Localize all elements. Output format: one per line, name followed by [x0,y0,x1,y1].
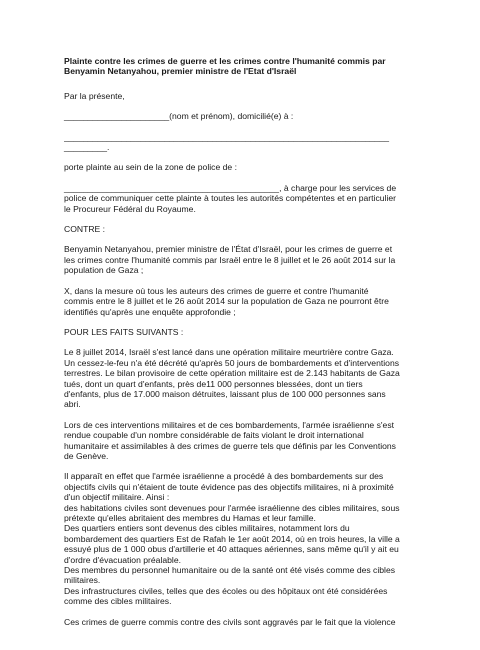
paragraph-line: _____________________________________________, à charge pour les services de [64,182,397,193]
paragraph-line: identifiés qu'après une enquête approfondie ; [64,306,236,317]
paragraph-line: Des membres du personnel humanitaire ou de la santé ont été visés comme des cibles [64,565,396,576]
name-field-line: ______________________(nom et prénom), domicilié(e) à : [64,111,294,122]
contre-heading: CONTRE : [64,224,106,235]
paragraph-line: des habitations civiles sont devenues pour l'armée israélienne des cibles militaires, sous [64,502,400,513]
paragraph-line: les crimes contre l'humanité commis par Israël entre le 8 juillet et le 26 août 2014 sur la [64,254,396,265]
paragraph-line: abri. [64,399,81,410]
faits-heading: POUR LES FAITS SUIVANTS : [64,326,184,337]
title-line: Plainte contre les crimes de guerre et les crimes contre l'humanité commis par [64,56,386,66]
faits-paragraph-4 [64,617,420,627]
contre-paragraph [64,244,420,275]
faits-paragraph-2 [64,420,420,462]
paragraph-line: de Genève. [64,450,109,461]
paragraph-line: bombardement des quartiers Est de Rafah le 1er août 2014, où en trois heures, la ville a [64,533,400,544]
faits-paragraph-1 [64,347,420,409]
x-paragraph [64,286,420,317]
paragraph-line: Lors de ces interventions militaires et de ces bombardements, l'armée israélienne s'est [64,419,394,430]
paragraph-line: Des quartiers entiers sont devenus des cibles militaires, notamment lors du [64,523,350,534]
paragraph-line: comme des cibles militaires. [64,596,172,607]
paragraph-line: Il apparaît en effet que l'armée israélienne a procédé à des bombardements sur des [64,471,384,482]
paragraph-line: Benyamin Netanyahou, premier ministre de l'État d'Israël, pour les crimes de guerre et [64,244,393,255]
faits-paragraph-3 [64,471,420,606]
paragraph-line: Un cessez-le-feu n'a été décrété qu'après 50 jours de bombardements et d'interventions [64,357,400,368]
intro-text: Par la présente, [64,90,125,101]
paragraph-line: rendue coupable d'un nombre considérable de faits violant le droit international [64,430,364,441]
paragraph-line: humanitaire et assimilables à des crimes de guerre tels que définis par les Conventions [64,440,396,451]
address-blank-line: _________. [64,142,110,153]
paragraph-line: d'enfants, plus de 17.000 maison détruites, laissant plus de 100 000 personnes sans [64,388,386,399]
paragraph-line: X, dans la mesure où tous les auteurs des crimes de guerre et contre l'humanité [64,285,369,296]
paragraph-line: essuyé plus de 1 000 obus d'artillerie et 40 attaques aériennes, sans même qu'il y ait eu [64,544,399,555]
paragraph-line: commis entre le 8 juillet et le 26 août 2014 sur la population de Gaza ne pourront être [64,296,389,307]
paragraph-line: Des infrastructures civiles, telles que des écoles ou des hôpitaux ont été considérées [64,585,388,596]
charge-paragraph [64,183,420,214]
paragraph-line: population de Gaza ; [64,265,144,276]
paragraph-line: tués, dont un quart d'enfants, près de11 000 personnes blessées, dont un tiers [64,378,363,389]
paragraph-line: d'un objectif militaire. Ainsi : [64,492,170,503]
paragraph-line: terrestres. Le bilan provisoire de cette opération militaire est de 2.143 habitants de Gaza [64,368,400,379]
paragraph-line: objectifs civils qui n'étaient de toute évidence pas des objectifs militaires, ni à proximité [64,481,394,492]
document-title [64,56,420,77]
paragraph-line: police de communiquer cette plainte à toutes les autorités compétentes et en particulier [64,193,397,204]
paragraph-line: Le 8 juillet 2014, Israël s'est lancé dans une opération militaire meurtrière contre Gaza. [64,347,394,358]
address-blank-line: ____________________________________________________________________ [64,131,390,142]
paragraph-line: Ces crimes de guerre commis contre des civils sont aggravés par le fait que la violence [64,616,396,627]
paragraph-line: militaires. [64,575,101,586]
paragraph-line: le Procureur Fédéral du Royaume. [64,203,196,214]
police-zone-text: porte plainte au sein de la zone de police de : [64,162,237,173]
paragraph-line: d'ordre d'évacuation préalable. [64,554,181,565]
paragraph-line: prétexte qu'elles abritaient des membres du Hamas et leur famille. [64,513,316,523]
title-line: Benyamin Netanyahou, premier ministre de l'Etat d'Israël [64,66,297,77]
address-field [64,132,420,153]
